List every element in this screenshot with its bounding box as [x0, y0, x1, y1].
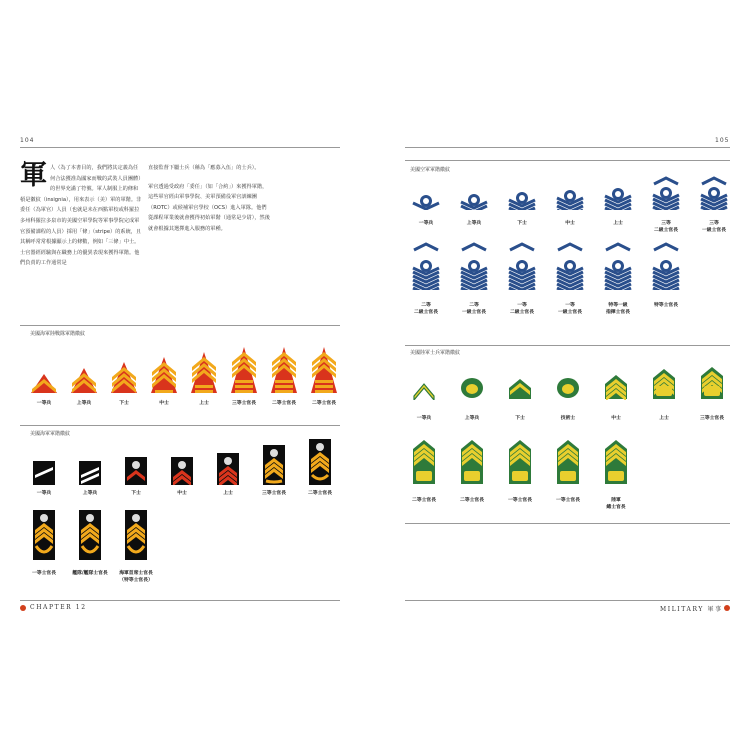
navy-label-5: 上士: [223, 491, 233, 496]
army-insignia-1: [412, 378, 436, 400]
army-insignia-9: [460, 439, 484, 485]
army-insignia-8: [412, 439, 436, 485]
navy-label-10: 海軍首席士官長 （特等士官長）: [119, 571, 153, 583]
airforce-insignia-5: [604, 178, 632, 210]
navy-insignia-3: [125, 457, 147, 485]
rule-airforce: [405, 160, 730, 161]
rule-army-bottom: [405, 523, 730, 524]
chapter-dot-right: [724, 605, 730, 611]
intro-column-2: [148, 163, 270, 243]
army-label-3: 下士: [515, 416, 525, 421]
bottom-rule-left: [20, 600, 340, 601]
army-insignia-4: [556, 376, 580, 400]
airforce-insignia-7: [700, 176, 728, 210]
navy-insignia-9: [79, 510, 101, 560]
navy-label-2: 上等兵: [82, 491, 98, 496]
section-title-navy: 美國海軍軍階徽紋: [30, 431, 71, 437]
section-title-airforce: 美國空軍軍階徽紋: [410, 167, 451, 173]
airforce-label-9: 二等 一級士官長: [462, 303, 486, 315]
navy-insignia-4: [171, 457, 193, 485]
chapter-dot-left: [20, 605, 26, 611]
navy-insignia-6: [263, 445, 285, 485]
army-insignia-3: [508, 378, 532, 400]
marine-insignia-6: [230, 346, 258, 395]
navy-label-6: 三等士官長: [262, 491, 286, 496]
army-insignia-7: [700, 366, 724, 400]
airforce-label-13: 特等士官長: [654, 303, 678, 308]
airforce-label-3: 下士: [517, 221, 527, 226]
army-label-2: 上等兵: [464, 416, 480, 421]
rule-marine: [20, 325, 340, 326]
army-label-5: 中士: [611, 416, 621, 421]
army-insignia-5: [604, 374, 628, 400]
marine-insignia-7: [270, 346, 298, 395]
navy-insignia-7: [309, 439, 331, 485]
right-page-number: 105: [715, 137, 730, 144]
marine-label-3: 下士: [119, 401, 129, 406]
airforce-label-5: 上士: [613, 221, 623, 226]
marine-insignia-4: [150, 356, 178, 395]
marine-insignia-5: [190, 351, 218, 395]
airforce-insignia-3: [508, 186, 536, 210]
army-label-10: 一等士官長: [508, 498, 532, 503]
section-title-army: 美國陸軍士兵軍階徽紋: [410, 350, 461, 356]
marine-label-7: 二等士官長: [272, 401, 296, 406]
army-insignia-11: [556, 439, 580, 485]
footer-chapter: CHAPTER 12: [30, 604, 87, 611]
marine-label-6: 三等士官長: [232, 401, 256, 406]
rule-navy: [20, 425, 340, 426]
army-label-4: 技術士: [560, 416, 576, 421]
army-insignia-2: [460, 376, 484, 400]
footer-title: MILITARY 軍事: [660, 606, 723, 613]
left-page-number: 104: [20, 137, 35, 144]
army-insignia-6: [652, 368, 676, 400]
marine-insignia-3: [110, 361, 138, 395]
marine-insignia-1: [30, 373, 58, 395]
intro-column-1: [20, 160, 142, 269]
airforce-label-7: 三等 一級士官長: [702, 221, 726, 233]
intro-text-1: 人（為了本書目的，我們將其定義為任何合法獲准為國家而戰的武裝人員團體）的世界充滿了符號。軍人制服上的條和槓是徽紋（insignia），用來表示（美）軍的軍階。非委任（為軍官）人員（也就是未在西點軍校或科羅拉多州科羅拉多泉市的美國空軍學院等軍事學院完成軍官預備課程的人員）採用「條」（stripe）的系統，且其稱呼常常根據顯示上的條數，例如「三條」中士。士官器經經驗與在職務上的優異表現來獲得軍階。他們負責的工作通常是: [20, 165, 142, 267]
airforce-insignia-11: [556, 242, 584, 290]
army-insignia-12: [604, 439, 628, 485]
marine-label-8: 二等士官長: [312, 401, 336, 406]
airforce-insignia-2: [460, 190, 488, 210]
army-label-12: 陸軍 總士官長: [606, 498, 626, 510]
navy-insignia-8: [33, 510, 55, 560]
army-label-9: 二等士官長: [460, 498, 484, 503]
marine-label-1: 一等兵: [36, 401, 52, 406]
army-label-1: 一等兵: [416, 416, 432, 421]
navy-label-1: 一等兵: [36, 491, 52, 496]
airforce-label-8: 二等 二級士官長: [414, 303, 438, 315]
marine-label-2: 上等兵: [76, 401, 92, 406]
airforce-insignia-8: [412, 242, 440, 290]
airforce-insignia-13: [652, 242, 680, 290]
airforce-insignia-12: [604, 242, 632, 290]
marine-label-4: 中士: [159, 401, 169, 406]
marine-insignia-2: [70, 367, 98, 395]
army-insignia-10: [508, 439, 532, 485]
airforce-label-1: 一等兵: [418, 221, 434, 226]
army-label-6: 上士: [659, 416, 669, 421]
airforce-insignia-6: [652, 176, 680, 210]
marine-insignia-8: [310, 346, 338, 395]
army-label-11: 一等士官長: [556, 498, 580, 503]
navy-insignia-1: [33, 461, 55, 485]
airforce-insignia-4: [556, 182, 584, 210]
navy-insignia-5: [217, 453, 239, 485]
airforce-label-12: 特等一級 指揮士官長: [606, 303, 630, 315]
airforce-insignia-9: [460, 242, 488, 290]
army-label-8: 二等士官長: [412, 498, 436, 503]
rule-army: [405, 345, 730, 346]
airforce-insignia-1: [412, 192, 440, 210]
airforce-label-11: 一等 一級士官長: [558, 303, 582, 315]
navy-label-7: 二等士官長: [308, 491, 332, 496]
army-label-7: 三等士官長: [700, 416, 724, 421]
section-title-marine: 美國海軍陸戰隊軍階徽紋: [30, 331, 86, 337]
top-rule-left: [20, 147, 340, 148]
bottom-rule-right: [405, 600, 730, 601]
navy-insignia-2: [79, 461, 101, 485]
navy-label-4: 中士: [177, 491, 187, 496]
top-rule-right: [405, 147, 730, 148]
airforce-label-10: 一等 二級士官長: [510, 303, 534, 315]
navy-insignia-10: [125, 510, 147, 560]
navy-label-8: 一等士官長: [32, 571, 56, 576]
intro-text-2b: 軍官透過受政府「委任」（如「合約」）來獲得軍階，這些軍官經由軍事學院、美軍預備役軍官訓練團（ROTC）或候補軍官學校（OCS）進入軍隊。他們從課程軍業後就會獲得初始軍階（通常是少尉），然後就會根據其選擇進入服務的軍種。: [148, 183, 270, 232]
airforce-label-6: 三等 二級士官長: [654, 221, 678, 233]
navy-label-9: 艦隊/艦隊士官長: [72, 571, 108, 576]
marine-label-5: 上士: [199, 401, 209, 406]
airforce-label-4: 中士: [565, 221, 575, 226]
airforce-insignia-10: [508, 242, 536, 290]
navy-label-3: 下士: [131, 491, 141, 496]
dropcap: 軍: [20, 160, 47, 191]
intro-text-2a: 直接監督下屬士兵（稱為「應募入伍」的士兵）。: [148, 165, 260, 171]
airforce-label-2: 上等兵: [466, 221, 482, 226]
